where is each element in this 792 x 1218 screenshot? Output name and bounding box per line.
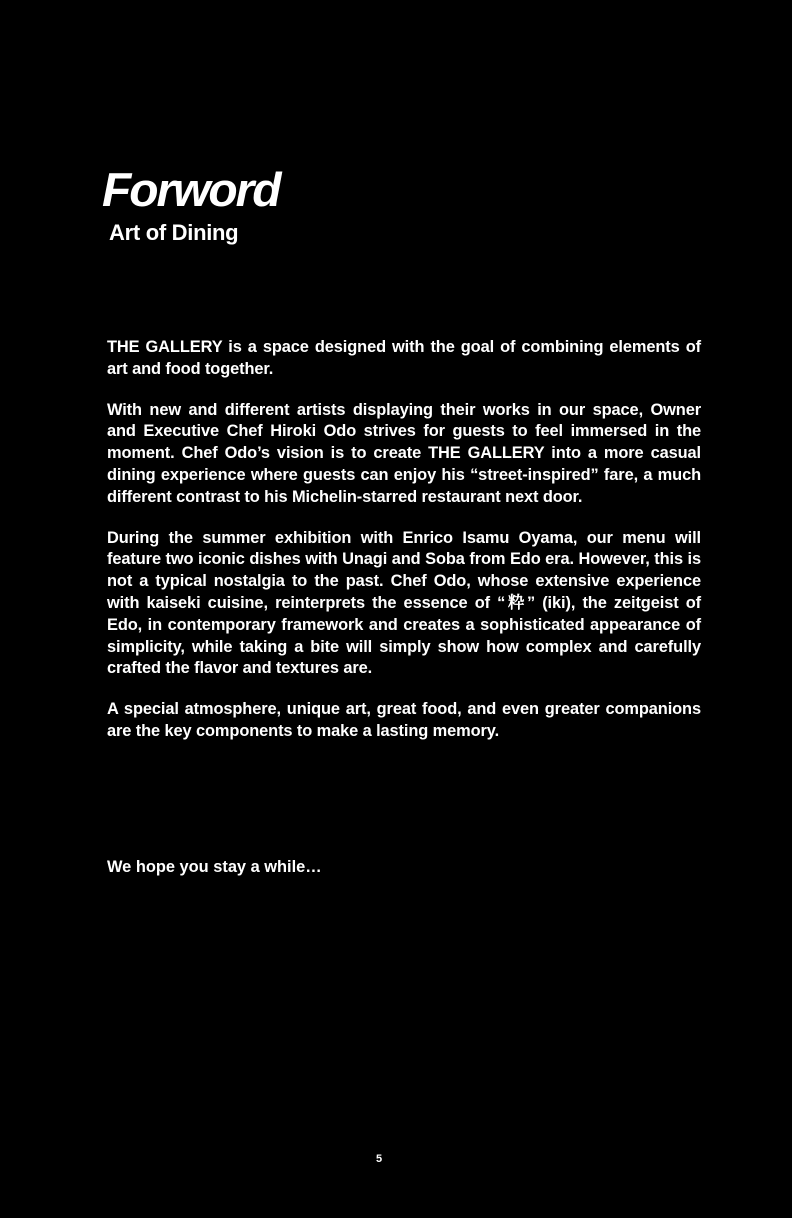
page-subtitle: Art of Dining	[109, 220, 239, 245]
paragraph-atmosphere: A special atmosphere, unique art, great food, and even greater companions are the key components to make a lasting memory.	[107, 700, 701, 740]
page-title: Forword	[102, 163, 280, 216]
page-heading	[102, 164, 602, 246]
paragraph-summer-exhibition: During the summer exhibition with Enrico Isamu Oyama, our menu will feature two iconic dishes with Unagi and Soba from Edo era. However, this is not a typical nostalgia to the past. Chef Odo, whose extensive experience with kaiseki cuisine, reinterprets the essence of “粋” (iki), the zeitgeist of Edo, in contemporary framework and creates a sophisticated appearance of simplicity, while taking a bite will simply show how complex and carefully crafted the flavor and textures are.	[107, 528, 701, 678]
page-number: 5	[375, 1153, 383, 1165]
paragraph-artists: With new and different artists displaying their works in our space, Owner and Executive Chef Hiroki Odo strives for guests to feel immersed in the moment. Chef Odo’s vision is to create THE GALLERY into a more casual dining experience where guests can enjoy his “street-inspired” fare, a much different contrast to his Michelin-starred restaurant next door.	[107, 400, 701, 506]
paragraph-intro: THE GALLERY is a space designed with the goal of combining elements of art and food together.	[107, 338, 701, 378]
foreword-body	[107, 337, 701, 762]
closing-line: We hope you stay a while…	[107, 858, 322, 876]
